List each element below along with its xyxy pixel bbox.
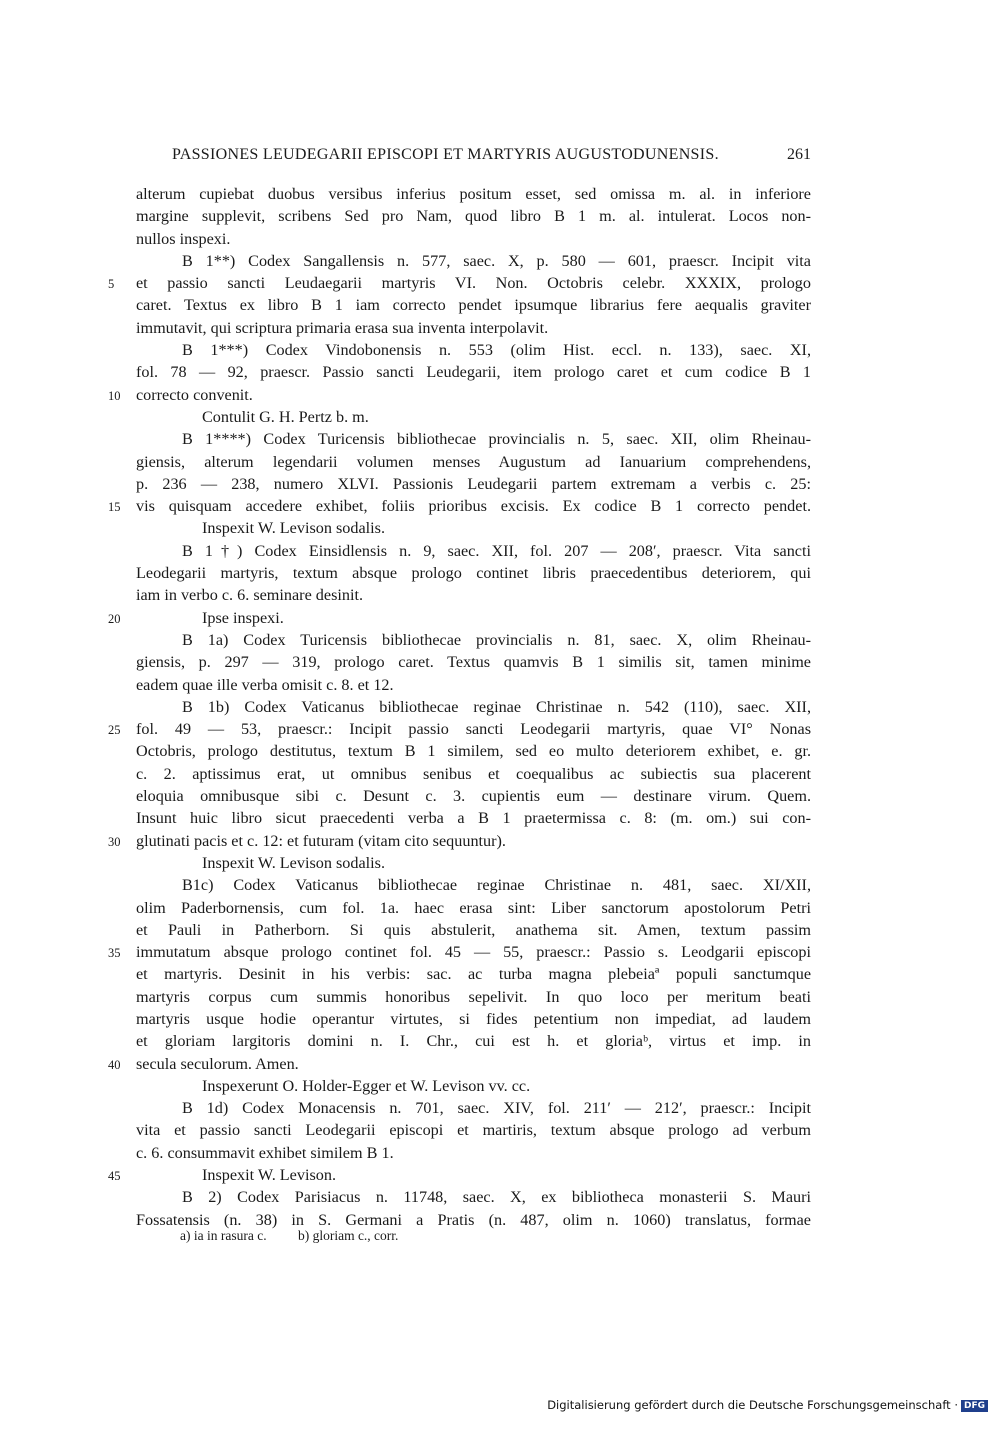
text-line	[108, 272, 811, 294]
text-line	[108, 384, 811, 406]
line-text: B 1b) Codex Vaticanus bibliothecae reginae Christinae n. 542 (110), saec. XII,	[182, 697, 811, 716]
text-line	[136, 763, 811, 785]
line-text: giensis, p. 297 — 319, prologo caret. Textus quamvis B 1 similis sit, tamen minime	[136, 653, 811, 672]
text-line	[108, 718, 811, 740]
line-text: B1c) Codex Vaticanus bibliothecae reginae Christinae n. 481, saec. XI/XII,	[182, 876, 811, 895]
line-number: 35	[108, 946, 121, 961]
text-line	[136, 1030, 811, 1052]
line-text: eloquia omnibusque sibi c. Desunt c. 3. cupientis eum — destinare virum. Quem.	[136, 787, 811, 806]
line-text: correcto convenit.	[136, 385, 253, 404]
line-text: alterum cupiebat duobus versibus inferius positum esset, sed omissa m. al. in inferiore	[136, 185, 811, 203]
line-text: Leodegarii martyris, textum absque prologo continet libris praecedentibus deteriorem, qui	[136, 564, 811, 583]
line-text: B 2) Codex Parisiacus n. 11748, saec. X, ex bibliotheca monasterii S. Mauri	[182, 1188, 811, 1207]
credit-text: Digitalisierung gefördert durch die Deutsche Forschungsgemeinschaft ·	[547, 1398, 958, 1412]
line-text: Contulit G. H. Pertz b. m.	[202, 407, 369, 426]
line-text: iam in verbo c. 6. seminare desinit.	[136, 586, 364, 605]
text-line	[136, 629, 811, 651]
line-text: immutatum absque prologo continet fol. 45 — 55, praescr.: Passio s. Leodgarii episcopi	[136, 943, 811, 962]
line-text: fol. 78 — 92, praescr. Passio sancti Leudegarii, item prologo caret et cum codice B 1	[136, 363, 811, 382]
text-line	[136, 250, 811, 272]
text-line	[108, 495, 811, 517]
line-text: B 1a) Codex Turicensis bibliothecae provincialis n. 81, saec. X, olim Rheinau-	[182, 630, 811, 649]
line-text: secula seculorum. Amen.	[136, 1054, 299, 1073]
text-line	[108, 830, 811, 852]
page-number: 261	[787, 146, 811, 163]
text-line	[136, 1075, 811, 1097]
text-line	[108, 1164, 811, 1186]
line-text: B 1d) Codex Monacensis n. 701, saec. XIV, fol. 211′ — 212′, praescr.: Incipit	[182, 1099, 811, 1118]
line-text: glutinati pacis et c. 12: et futuram (vitam cito sequuntur).	[136, 831, 506, 850]
body-text	[108, 183, 811, 1231]
text-line	[136, 1142, 811, 1164]
footnote-b: b) gloriam c., corr.	[297, 1228, 399, 1243]
line-text: et passio sancti Leudaegarii martyris VI. Non. Octobris celebr. XXXIX, prologo	[136, 274, 811, 293]
line-text: p. 236 — 238, numero XLVI. Passionis Leudegarii partem extremam a verbis c. 25:	[136, 474, 811, 493]
text-line	[136, 428, 811, 450]
line-text: Inspexit W. Levison sodalis.	[202, 519, 386, 538]
text-line	[136, 517, 811, 539]
text-line	[136, 183, 811, 205]
line-text: martyris corpus cum summis honoribus sepelivit. In quo loco per meritum beati	[136, 987, 811, 1006]
text-line	[136, 696, 811, 718]
line-text: Inspexerunt O. Holder-Egger et W. Levison vv. cc.	[202, 1076, 531, 1095]
line-text: c. 2. aptissimus erat, ut omnibus senibus et coequalibus ac subiectis sua placerent	[136, 764, 811, 783]
line-text: fol. 49 — 53, praescr.: Incipit passio sancti Leodegarii martyris, quae VI° Nonas	[136, 720, 811, 739]
line-text: B 1†) Codex Einsidlensis n. 9, saec. XII, fol. 207 — 208′, praescr. Vita sancti	[182, 541, 811, 560]
text-line	[136, 540, 811, 562]
line-text: Fossatensis (n. 38) in S. Germani a Pratis (n. 487, olim n. 1060) translatus, formae	[136, 1210, 811, 1229]
text-line	[136, 986, 811, 1008]
text-line	[136, 205, 811, 227]
line-number: 40	[108, 1057, 121, 1072]
text-line	[136, 1008, 811, 1030]
text-line	[136, 785, 811, 807]
text-line	[136, 874, 811, 896]
text-line	[136, 339, 811, 361]
text-line	[136, 361, 811, 383]
text-line	[136, 294, 811, 316]
running-title: PASSIONES LEUDEGARII EPISCOPI ET MARTYRIS AUGUSTODUNENSIS.	[172, 146, 719, 163]
text-line	[136, 317, 811, 339]
text-line	[136, 473, 811, 495]
line-text: margine supplevit, scribens Sed pro Nam, quod libro B 1 m. al. intulerat. Locos non-	[136, 207, 811, 226]
line-number: 45	[108, 1169, 121, 1184]
text-line	[136, 451, 811, 473]
line-text: B 1****) Codex Turicensis bibliothecae provincialis n. 5, saec. XII, olim Rheinau-	[182, 430, 811, 449]
digitization-credit	[547, 1398, 988, 1412]
running-header	[136, 146, 811, 166]
line-text: et gloriam largitoris domini n. I. Chr., cui est h. et gloriaᵇ, virtus et imp. in	[136, 1032, 811, 1051]
text-line	[136, 740, 811, 762]
text-line	[136, 228, 811, 250]
footnotes	[180, 1228, 426, 1244]
line-text: nullos inspexi.	[136, 229, 231, 248]
text-line	[136, 897, 811, 919]
line-text: B 1**) Codex Sangallensis n. 577, saec. X, p. 580 — 601, praescr. Incipit vita	[182, 251, 811, 270]
text-line	[136, 674, 811, 696]
text-line	[136, 919, 811, 941]
line-number: 10	[108, 388, 121, 403]
text-line	[136, 963, 811, 985]
text-line	[136, 807, 811, 829]
line-text: eadem quae ille verba omisit c. 8. et 12.	[136, 675, 394, 694]
line-text: c. 6. consummavit exhibet similem B 1.	[136, 1143, 394, 1162]
line-text: Inspexit W. Levison.	[202, 1166, 336, 1185]
line-number: 20	[108, 611, 121, 626]
line-text: Ipse inspexi.	[202, 608, 284, 627]
text-line	[136, 651, 811, 673]
line-text: immutavit, qui scriptura primaria erasa sua inventa interpolavit.	[136, 318, 549, 337]
text-line	[108, 941, 811, 963]
text-line	[108, 607, 811, 629]
text-line	[136, 562, 811, 584]
text-line	[136, 1097, 811, 1119]
line-text: Octobris, prologo destitutus, textum B 1 similem, sed eo multo deteriorem exhibet, e. gr.	[136, 742, 811, 761]
line-text: B 1***) Codex Vindobonensis n. 553 (olim Hist. eccl. n. 133), saec. XI,	[182, 341, 811, 360]
line-number: 25	[108, 723, 121, 738]
line-text: Insunt huic libro sicut praecedenti verba a B 1 praetermissa c. 8: (m. om.) sui con-	[136, 809, 811, 828]
line-text: Inspexit W. Levison sodalis.	[202, 853, 386, 872]
line-number: 5	[108, 277, 115, 292]
line-text: et Pauli in Patherborn. Si quis abstulerit, anathema sit. Amen, textum passim	[136, 920, 811, 939]
text-line	[136, 406, 811, 428]
line-number: 15	[108, 500, 121, 515]
text-line	[136, 1186, 811, 1208]
text-line	[108, 1053, 811, 1075]
line-text: vita et passio sancti Leodegarii episcopi et martiris, textum absque prologo ad verbum	[136, 1121, 811, 1140]
line-text: martyris usque hodie operantur virtutes, si fides petentium non impediat, ad laudem	[136, 1009, 811, 1028]
dfg-logo: DFG	[961, 1400, 988, 1412]
text-line	[136, 852, 811, 874]
text-line	[136, 584, 811, 606]
line-text: giensis, alterum legendarii volumen menses Augustum ad Ianuarium comprehendens,	[136, 452, 811, 471]
line-text: et martyris. Desinit in his verbis: sac. ac turba magna plebeiaª populi sanctumque	[136, 965, 811, 984]
line-text: caret. Textus ex libro B 1 iam correcto pendet ipsumque librarius fere aequalis graviter	[136, 296, 811, 315]
text-line	[136, 1119, 811, 1141]
line-text: olim Paderbornensis, cum fol. 1a. haec erasa sint: Liber sanctorum apostolorum Petri	[136, 898, 811, 917]
line-number: 30	[108, 834, 121, 849]
line-text: vis quisquam accedere exhibet, foliis prioribus excisis. Ex codice B 1 correcto pendet.	[136, 497, 811, 516]
footnote-a: a) ia in rasura c.	[180, 1228, 267, 1243]
